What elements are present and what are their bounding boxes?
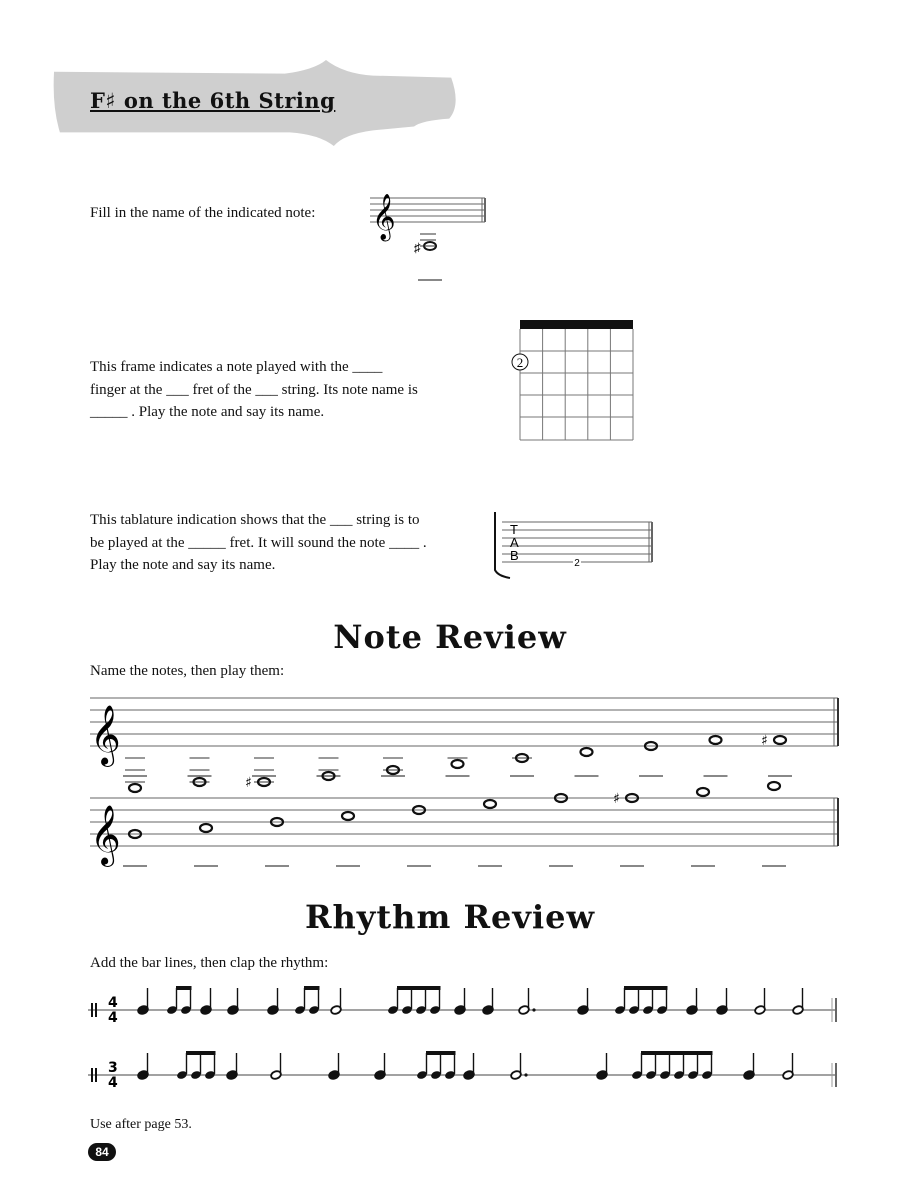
chord-frame-diagram xyxy=(508,318,638,448)
sharp-icon: ♯ xyxy=(245,775,252,791)
question-2-line-3: _____ . Play the note and say its name. xyxy=(90,404,325,420)
sharp-icon: ♯ xyxy=(613,791,620,807)
tablature-staff xyxy=(490,510,660,580)
note-review-title: Note Review xyxy=(333,618,567,656)
beam xyxy=(304,986,320,990)
finger-number: 2 xyxy=(516,355,524,370)
sharp-icon: ♯ xyxy=(761,733,768,749)
time-signature-bottom: 4 xyxy=(108,1075,118,1091)
page-number: 84 xyxy=(88,1143,116,1161)
whole-note xyxy=(581,748,593,756)
treble-clef-icon: 𝄞 xyxy=(372,194,396,240)
sharp-icon: ♯ xyxy=(414,240,421,255)
beam xyxy=(397,986,441,990)
whole-note xyxy=(710,736,722,744)
section-heading-f-sharp: F♯ on the 6th String xyxy=(90,88,336,113)
beam xyxy=(176,986,192,990)
question-3-line-1: This tablature indication shows that the ___ string is to xyxy=(90,512,420,528)
beam xyxy=(641,1051,713,1055)
treble-clef-icon: 𝄞 xyxy=(90,705,121,765)
question-1-text: Fill in the name of the indicated note: xyxy=(90,205,316,221)
time-signature-bottom: 4 xyxy=(108,1010,118,1026)
dot xyxy=(532,1008,535,1011)
question-1-staff xyxy=(370,190,490,290)
time-signature-top: 4 xyxy=(108,995,118,1011)
whole-note xyxy=(774,736,786,744)
whole-note xyxy=(697,788,709,796)
rhythm-review-title: Rhythm Review xyxy=(304,898,596,936)
tab-letter-a: A xyxy=(510,535,519,550)
time-signature-top: 3 xyxy=(108,1060,118,1076)
rhythm-line-1 xyxy=(88,980,848,1030)
question-2-line-2: finger at the ___ fret of the ___ string. Its note name is xyxy=(90,381,418,398)
tab-fret-number: 2 xyxy=(574,558,580,569)
whole-note xyxy=(342,812,354,820)
question-3-text xyxy=(90,509,466,577)
footer-note: Use after page 53. xyxy=(90,1117,192,1132)
dot xyxy=(524,1073,527,1076)
whole-note xyxy=(452,760,464,768)
note-review-staff-1 xyxy=(90,690,840,790)
note-review-instruction: Name the notes, then play them: xyxy=(90,663,285,679)
note-review-staff-2 xyxy=(90,790,840,880)
beam xyxy=(624,986,668,990)
beam xyxy=(186,1051,216,1055)
rhythm-review-instruction: Add the bar lines, then clap the rhythm: xyxy=(90,955,329,971)
question-3-line-2: be played at the _____ fret. It will sound the note ____ . xyxy=(90,534,427,551)
question-2-text xyxy=(90,356,466,424)
tab-letter-b: B xyxy=(510,548,519,563)
rhythm-line-2 xyxy=(88,1045,848,1095)
whole-note xyxy=(200,824,212,832)
question-2-line-1: This frame indicates a note played with the ____ xyxy=(90,359,383,375)
treble-clef-icon: 𝄞 xyxy=(90,805,121,865)
whole-note xyxy=(484,800,496,808)
beam xyxy=(426,1051,456,1055)
tab-letter-t: T xyxy=(510,522,518,537)
question-3-line-3: Play the note and say its name. xyxy=(90,557,276,573)
